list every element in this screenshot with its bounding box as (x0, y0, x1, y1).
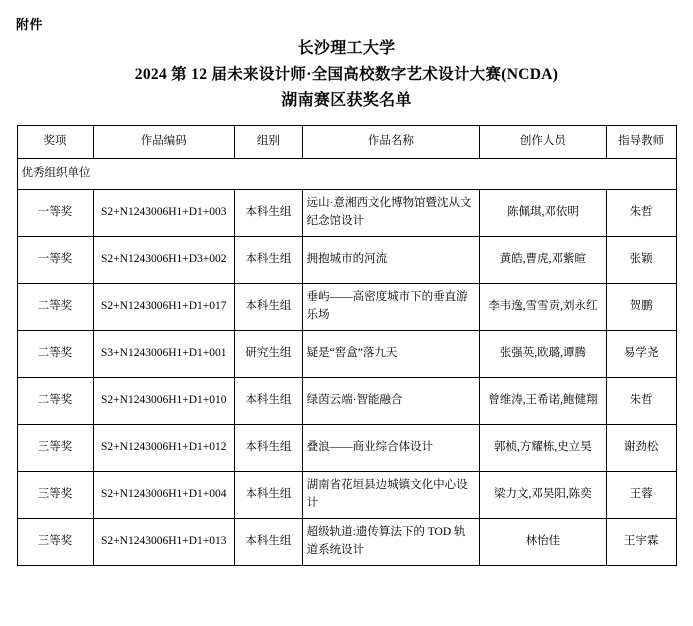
table-row (17, 471, 676, 518)
cell-work-title: 远山·意湘西文化博物馆暨沈从文纪念馆设计 (302, 189, 479, 236)
table-section-row (17, 158, 676, 189)
table-row (17, 518, 676, 565)
table-row (17, 377, 676, 424)
cell-award: 二等奖 (17, 283, 93, 330)
cell-advisor: 朱哲 (606, 189, 676, 236)
cell-work-title: 叠浪——商业综合体设计 (302, 424, 479, 471)
cell-work-title: 拥抱城市的河流 (302, 236, 479, 283)
table-row (17, 330, 676, 377)
cell-award: 一等奖 (17, 189, 93, 236)
title-line-region: 湖南赛区获奖名单 (281, 92, 412, 110)
cell-group: 本科生组 (235, 189, 303, 236)
table-section-label: 优秀组织单位 (17, 158, 676, 189)
cell-code: S2+N1243006H1+D1+012 (93, 424, 235, 471)
cell-code: S2+N1243006H1+D1+003 (93, 189, 235, 236)
cell-advisor: 王蓉 (606, 471, 676, 518)
cell-creators: 林怡佳 (480, 518, 607, 565)
table-body (17, 158, 676, 565)
document-titles (0, 0, 693, 115)
cell-code: S2+N1243006H1+D1+004 (93, 471, 235, 518)
table-row (17, 236, 676, 283)
cell-work-title: 绿茵云端·智能融合 (302, 377, 479, 424)
cell-group: 本科生组 (235, 377, 303, 424)
cell-work-title: 垂屿——高密度城市下的垂直游乐场 (302, 283, 479, 330)
title-line-competition: 2024 第 12 届未来设计师·全国高校数字艺术设计大赛(NCDA) (134, 66, 559, 84)
cell-code: S2+N1243006H1+D1+010 (93, 377, 235, 424)
cell-group: 本科生组 (235, 283, 303, 330)
cell-advisor: 张颖 (606, 236, 676, 283)
cell-code: S2+N1243006H1+D1+017 (93, 283, 235, 330)
cell-creators: 梁力文,邓昊阳,陈奕 (480, 471, 607, 518)
cell-creators: 曾维涛,王希诺,鲍健翔 (480, 377, 607, 424)
cell-award: 二等奖 (17, 330, 93, 377)
cell-creators: 郭桢,方耀栋,史立昊 (480, 424, 607, 471)
cell-award: 三等奖 (17, 424, 93, 471)
cell-group: 研究生组 (235, 330, 303, 377)
column-header-group: 组别 (235, 125, 303, 158)
cell-advisor: 朱哲 (606, 377, 676, 424)
cell-advisor: 谢劲松 (606, 424, 676, 471)
table-row (17, 424, 676, 471)
cell-advisor: 贺鹏 (606, 283, 676, 330)
column-header-award: 奖项 (17, 125, 93, 158)
cell-work-title: 疑是“窖盒”落九天 (302, 330, 479, 377)
cell-advisor: 易学尧 (606, 330, 676, 377)
table-header (17, 125, 676, 158)
cell-award: 三等奖 (17, 471, 93, 518)
column-header-creators: 创作人员 (480, 125, 607, 158)
table-header-row (17, 125, 676, 158)
table-row (17, 283, 676, 330)
column-header-advisor: 指导教师 (606, 125, 676, 158)
cell-code: S2+N1243006H1+D1+013 (93, 518, 235, 565)
cell-creators: 张强英,欧璐,谭腾 (480, 330, 607, 377)
cell-group: 本科生组 (235, 424, 303, 471)
table-row (17, 189, 676, 236)
cell-award: 二等奖 (17, 377, 93, 424)
cell-code: S2+N1243006H1+D3+002 (93, 236, 235, 283)
title-line-university: 长沙理工大学 (297, 40, 396, 57)
cell-creators: 陈佩琪,邓依明 (480, 189, 607, 236)
cell-work-title: 湖南省花垣县边城镇文化中心设计 (302, 471, 479, 518)
attachment-label: 附件 (16, 17, 44, 32)
cell-code: S3+N1243006H1+D1+001 (93, 330, 235, 377)
cell-group: 本科生组 (235, 471, 303, 518)
award-list-table (17, 125, 677, 566)
cell-group: 本科生组 (235, 518, 303, 565)
column-header-work-title: 作品名称 (302, 125, 479, 158)
column-header-code: 作品编码 (93, 125, 235, 158)
cell-advisor: 王宇霖 (606, 518, 676, 565)
cell-creators: 黄皓,曹虎,邓紫暄 (480, 236, 607, 283)
cell-creators: 李韦逸,雪雪贡,刘永红 (480, 283, 607, 330)
cell-group: 本科生组 (235, 236, 303, 283)
cell-award: 一等奖 (17, 236, 93, 283)
cell-work-title: 超级轨道:遗传算法下的 TOD 轨道系统设计 (302, 518, 479, 565)
cell-award: 三等奖 (17, 518, 93, 565)
